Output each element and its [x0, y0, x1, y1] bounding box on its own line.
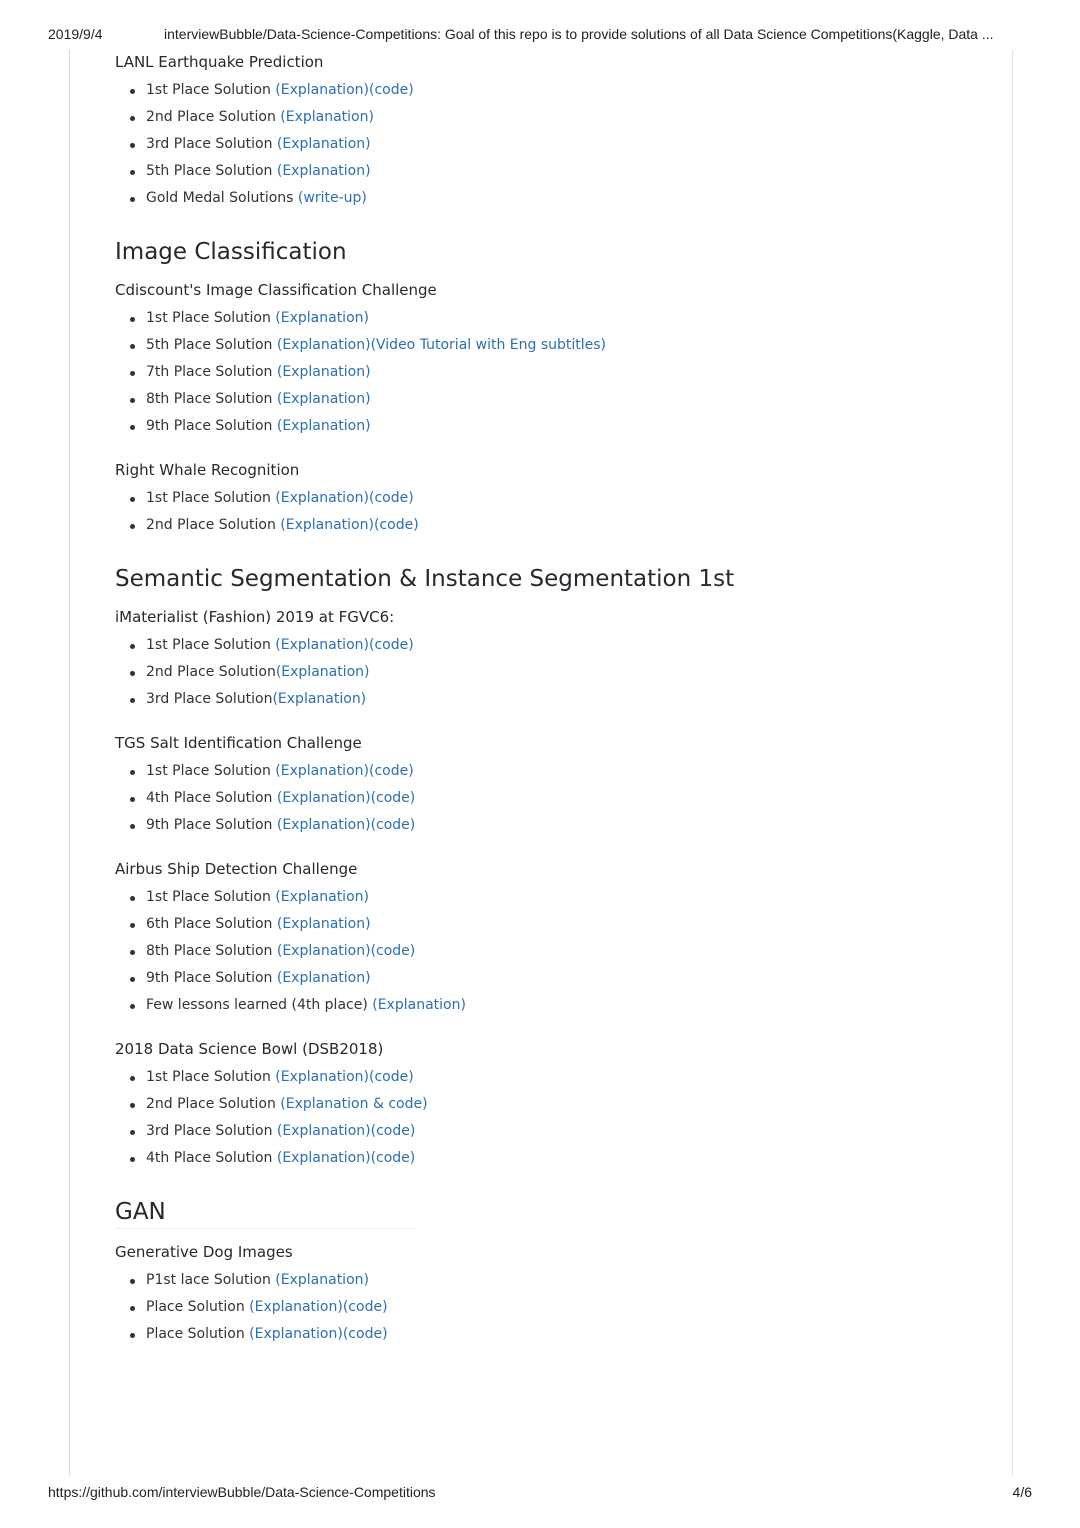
solution-label: 1st Place Solution [146, 82, 276, 98]
solution-label: 8th Place Solution [146, 943, 277, 959]
list-item [115, 77, 995, 104]
list-item [115, 785, 995, 812]
solution-label: 1st Place Solution [146, 637, 276, 653]
solution-label: 9th Place Solution [146, 418, 277, 434]
explanation-link[interactable]: (Explanation) [276, 136, 371, 152]
list-item [115, 1294, 995, 1321]
code-link[interactable]: (code) [342, 1326, 388, 1342]
explanation-link[interactable]: (Explanation) [276, 790, 371, 806]
explanation-link[interactable]: (Explanation) [276, 1150, 371, 1166]
explanation-link[interactable]: (Explanation) [249, 1299, 343, 1315]
solution-list [115, 884, 995, 1019]
code-link[interactable]: (code) [370, 817, 416, 833]
explanation-link[interactable]: (Explanation) [275, 889, 369, 905]
explanation-link[interactable]: (Explanation) [280, 109, 374, 125]
solution-label: 1st Place Solution [146, 763, 276, 779]
solution-label: 4th Place Solution [146, 1150, 277, 1166]
solution-label: 1st Place Solution [146, 1069, 276, 1085]
explanation-link[interactable]: (Explanation) [276, 916, 371, 932]
solution-label: 4th Place Solution [146, 790, 277, 806]
section-heading-gan-text: GAN [115, 1199, 166, 1225]
explanation-link[interactable]: (Explanation) [275, 763, 369, 779]
list-item [115, 332, 995, 359]
print-date: 2019/9/4 [48, 26, 103, 42]
solution-label: 9th Place Solution [146, 970, 277, 986]
solution-label: 2nd Place Solution [146, 664, 276, 680]
explanation-link[interactable]: (Explanation) [249, 1326, 343, 1342]
code-link[interactable]: (code) [342, 1299, 388, 1315]
code-link[interactable]: (code) [368, 763, 414, 779]
list-item [115, 1118, 995, 1145]
code-link[interactable]: (code) [373, 517, 419, 533]
solution-label: 3rd Place Solution [146, 136, 277, 152]
solution-label: 2nd Place Solution [146, 517, 281, 533]
list-item [115, 104, 995, 131]
subsection-title-right-whale: Right Whale Recognition [115, 461, 300, 479]
list-item [115, 758, 995, 785]
solution-label: Few lessons learned (4th place) [146, 997, 373, 1013]
list-item [115, 1145, 995, 1172]
solution-list [115, 632, 995, 713]
video-tutorial-with-eng-subtitles-link[interactable]: (Video Tutorial with Eng subtitles) [370, 337, 607, 353]
list-item [115, 413, 995, 440]
code-link[interactable]: (code) [368, 1069, 414, 1085]
code-link[interactable]: (code) [370, 1150, 416, 1166]
list-item [115, 158, 995, 185]
heading-rule [115, 1228, 415, 1229]
explanation-code-link[interactable]: (Explanation & code) [280, 1096, 428, 1112]
explanation-link[interactable]: (Explanation) [276, 391, 371, 407]
code-link[interactable]: (code) [370, 1123, 416, 1139]
solution-list [115, 1064, 995, 1172]
print-page-title: interviewBubble/Data-Science-Competitions: Goal of this repo is to provide solutions of all Data Science Competitions(Kaggle, Data ... [164, 26, 994, 42]
explanation-link[interactable]: (Explanation) [275, 1069, 369, 1085]
list-item [115, 938, 995, 965]
content-border-left [69, 50, 70, 1476]
solution-list [115, 1267, 995, 1348]
explanation-link[interactable]: (Explanation) [272, 691, 367, 707]
explanation-link[interactable]: (Explanation) [275, 637, 369, 653]
code-link[interactable]: (code) [368, 637, 414, 653]
list-item [115, 659, 995, 686]
subsection-title-dog-images: Generative Dog Images [115, 1243, 293, 1261]
list-item [115, 386, 995, 413]
code-link[interactable]: (code) [370, 943, 416, 959]
solution-label: 1st Place Solution [146, 310, 276, 326]
list-item [115, 632, 995, 659]
solution-label: 5th Place Solution [146, 337, 277, 353]
subsection-title-cdiscount: Cdiscount's Image Classification Challenge [115, 281, 437, 299]
explanation-link[interactable]: (Explanation) [276, 418, 371, 434]
solution-label: Gold Medal Solutions [146, 190, 298, 206]
solution-label: 2nd Place Solution [146, 1096, 281, 1112]
explanation-link[interactable]: (Explanation) [276, 943, 371, 959]
explanation-link[interactable]: (Explanation) [276, 364, 371, 380]
solution-list [115, 758, 995, 839]
solution-label: Place Solution [146, 1326, 250, 1342]
solution-label: 1st Place Solution [146, 490, 276, 506]
solution-list [115, 305, 995, 440]
list-item [115, 911, 995, 938]
solution-label: 2nd Place Solution [146, 109, 281, 125]
explanation-link[interactable]: (Explanation) [276, 1123, 371, 1139]
list-item [115, 812, 995, 839]
list-item [115, 185, 995, 212]
code-link[interactable]: (code) [368, 82, 414, 98]
solution-label: 9th Place Solution [146, 817, 277, 833]
section-heading-image-classification: Image Classification [115, 239, 347, 265]
subsection-title-dsb2018: 2018 Data Science Bowl (DSB2018) [115, 1040, 384, 1058]
list-item [115, 1321, 995, 1348]
solution-label: 1st Place Solution [146, 889, 276, 905]
list-item [115, 884, 995, 911]
explanation-link[interactable]: (Explanation) [275, 1272, 369, 1288]
write-up-link[interactable]: (write-up) [297, 190, 367, 206]
subsection-title-lanl: LANL Earthquake Prediction [115, 53, 324, 71]
code-link[interactable]: (code) [368, 490, 414, 506]
solution-label: 7th Place Solution [146, 364, 277, 380]
solution-label: 3rd Place Solution [146, 1123, 277, 1139]
code-link[interactable]: (code) [370, 790, 416, 806]
list-item [115, 1267, 995, 1294]
solution-label: 8th Place Solution [146, 391, 277, 407]
explanation-link[interactable]: (Explanation) [372, 997, 466, 1013]
explanation-link[interactable]: (Explanation) [275, 310, 369, 326]
explanation-link[interactable]: (Explanation) [276, 337, 371, 353]
explanation-link[interactable]: (Explanation) [275, 490, 369, 506]
explanation-link[interactable]: (Explanation) [280, 517, 374, 533]
explanation-link[interactable]: (Explanation) [276, 817, 371, 833]
list-item [115, 305, 995, 332]
subsection-title-airbus: Airbus Ship Detection Challenge [115, 860, 358, 878]
section-heading-segmentation: Semantic Segmentation & Instance Segmentation 1st [115, 566, 735, 592]
solution-label: Place Solution [146, 1299, 250, 1315]
list-item [115, 512, 995, 539]
solution-list [115, 485, 995, 539]
list-item [115, 131, 995, 158]
print-url: https://github.com/interviewBubble/Data-Science-Competitions [48, 1484, 436, 1500]
solution-label: P1st lace Solution [146, 1272, 276, 1288]
explanation-link[interactable]: (Explanation) [275, 82, 369, 98]
subsection-title-tgs: TGS Salt Identification Challenge [115, 734, 362, 752]
explanation-link[interactable]: (Explanation) [276, 163, 371, 179]
section-heading-gan [115, 1190, 995, 1240]
solution-label: 3rd Place Solution [146, 691, 273, 707]
subsection-title-imaterialist: iMaterialist (Fashion) 2019 at FGVC6: [115, 608, 395, 626]
list-item [115, 1064, 995, 1091]
list-item [115, 965, 995, 992]
content-border-right [1012, 50, 1013, 1476]
print-page-number: 4/6 [1012, 1484, 1032, 1500]
list-item [115, 359, 995, 386]
readme-content [115, 50, 995, 1366]
list-item [115, 1091, 995, 1118]
solution-label: 6th Place Solution [146, 916, 277, 932]
list-item [115, 992, 995, 1019]
explanation-link[interactable]: (Explanation) [275, 664, 370, 680]
solution-label: 5th Place Solution [146, 163, 277, 179]
list-item [115, 485, 995, 512]
solution-list [115, 77, 995, 212]
explanation-link[interactable]: (Explanation) [276, 970, 371, 986]
list-item [115, 686, 995, 713]
